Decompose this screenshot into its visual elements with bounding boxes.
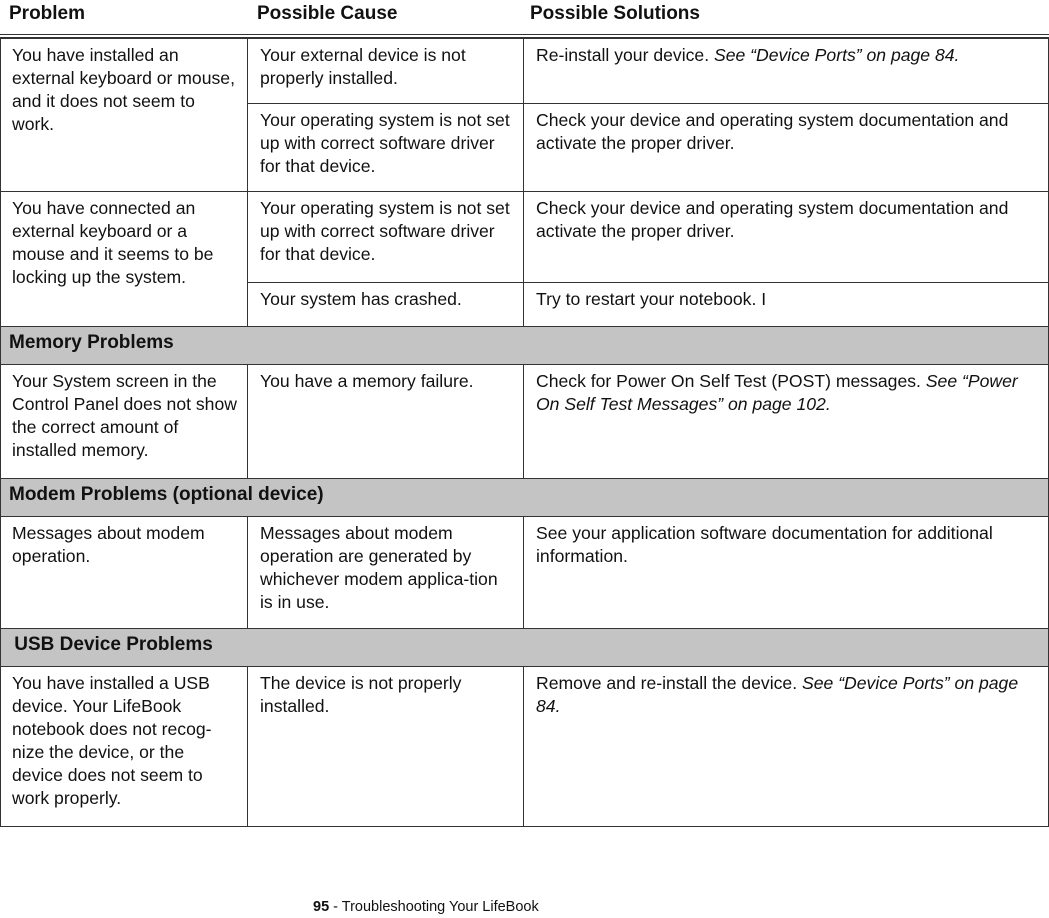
section-title-modem: Modem Problems (optional device) [1,479,1049,517]
see-reference: See “Device Ports” on page 84. [536,673,1019,716]
see-reference: See “Power On Self Test Messages” on page 102. [536,371,1018,414]
problem-cell: Messages about modem operation. [1,517,248,629]
solution-text: Check for Power On Self Test (POST) messages. [536,371,921,391]
solution-text: Re-install your device. [536,45,710,65]
cause-cell: Your external device is not properly installed. [248,39,524,104]
cause-cell: Your operating system is not set up with correct software driver for that device. [248,104,524,192]
header-possible-solutions: Possible Solutions [530,3,700,24]
problem-cell: You have installed an external keyboard or mouse, and it does not seem to work. [1,39,248,192]
table-row [1,192,1049,283]
table-row [1,517,1049,629]
solution-text: Remove and re-install the device. [536,673,798,693]
header-possible-cause: Possible Cause [257,3,398,24]
table-header [0,0,1049,35]
solution-cell [524,667,1049,827]
footer-title: - Troubleshooting Your LifeBook [329,899,539,915]
table-row [1,39,1049,104]
section-header-row [1,327,1049,365]
section-header-row [1,479,1049,517]
section-title-usb: USB Device Problems [1,629,1049,667]
solution-cell [524,39,1049,104]
solution-cell: See your application software documentation for additional information. [524,517,1049,629]
see-reference: See “Device Ports” on page 84. [713,45,960,65]
troubleshooting-table [0,38,1049,827]
table-row [1,365,1049,479]
problem-cell: You have installed a USB device. Your LifeBook notebook does not recog-nize the device, or the device does not seem to work properly. [1,667,248,827]
cause-cell: Your operating system is not set up with correct software driver for that device. [248,192,524,283]
page-number: 95 [313,899,330,915]
page-footer [313,899,539,915]
solution-cell: Check your device and operating system documentation and activate the proper driver. [524,192,1049,283]
cause-cell: Messages about modem operation are generated by whichever modem applica-tion is in use. [248,517,524,629]
cause-cell: Your system has crashed. [248,283,524,327]
cause-cell: The device is not properly installed. [248,667,524,827]
solution-cell: Try to restart your notebook. I [524,283,1049,327]
cause-cell: You have a memory failure. [248,365,524,479]
table-row [1,667,1049,827]
section-title-memory: Memory Problems [1,327,1049,365]
problem-cell: Your System screen in the Control Panel does not show the correct amount of installed memory. [1,365,248,479]
problem-cell: You have connected an external keyboard or a mouse and it seems to be locking up the system. [1,192,248,327]
section-header-row [1,629,1049,667]
solution-cell: Check your device and operating system documentation and activate the proper driver. [524,104,1049,192]
header-problem: Problem [9,3,86,24]
solution-cell [524,365,1049,479]
